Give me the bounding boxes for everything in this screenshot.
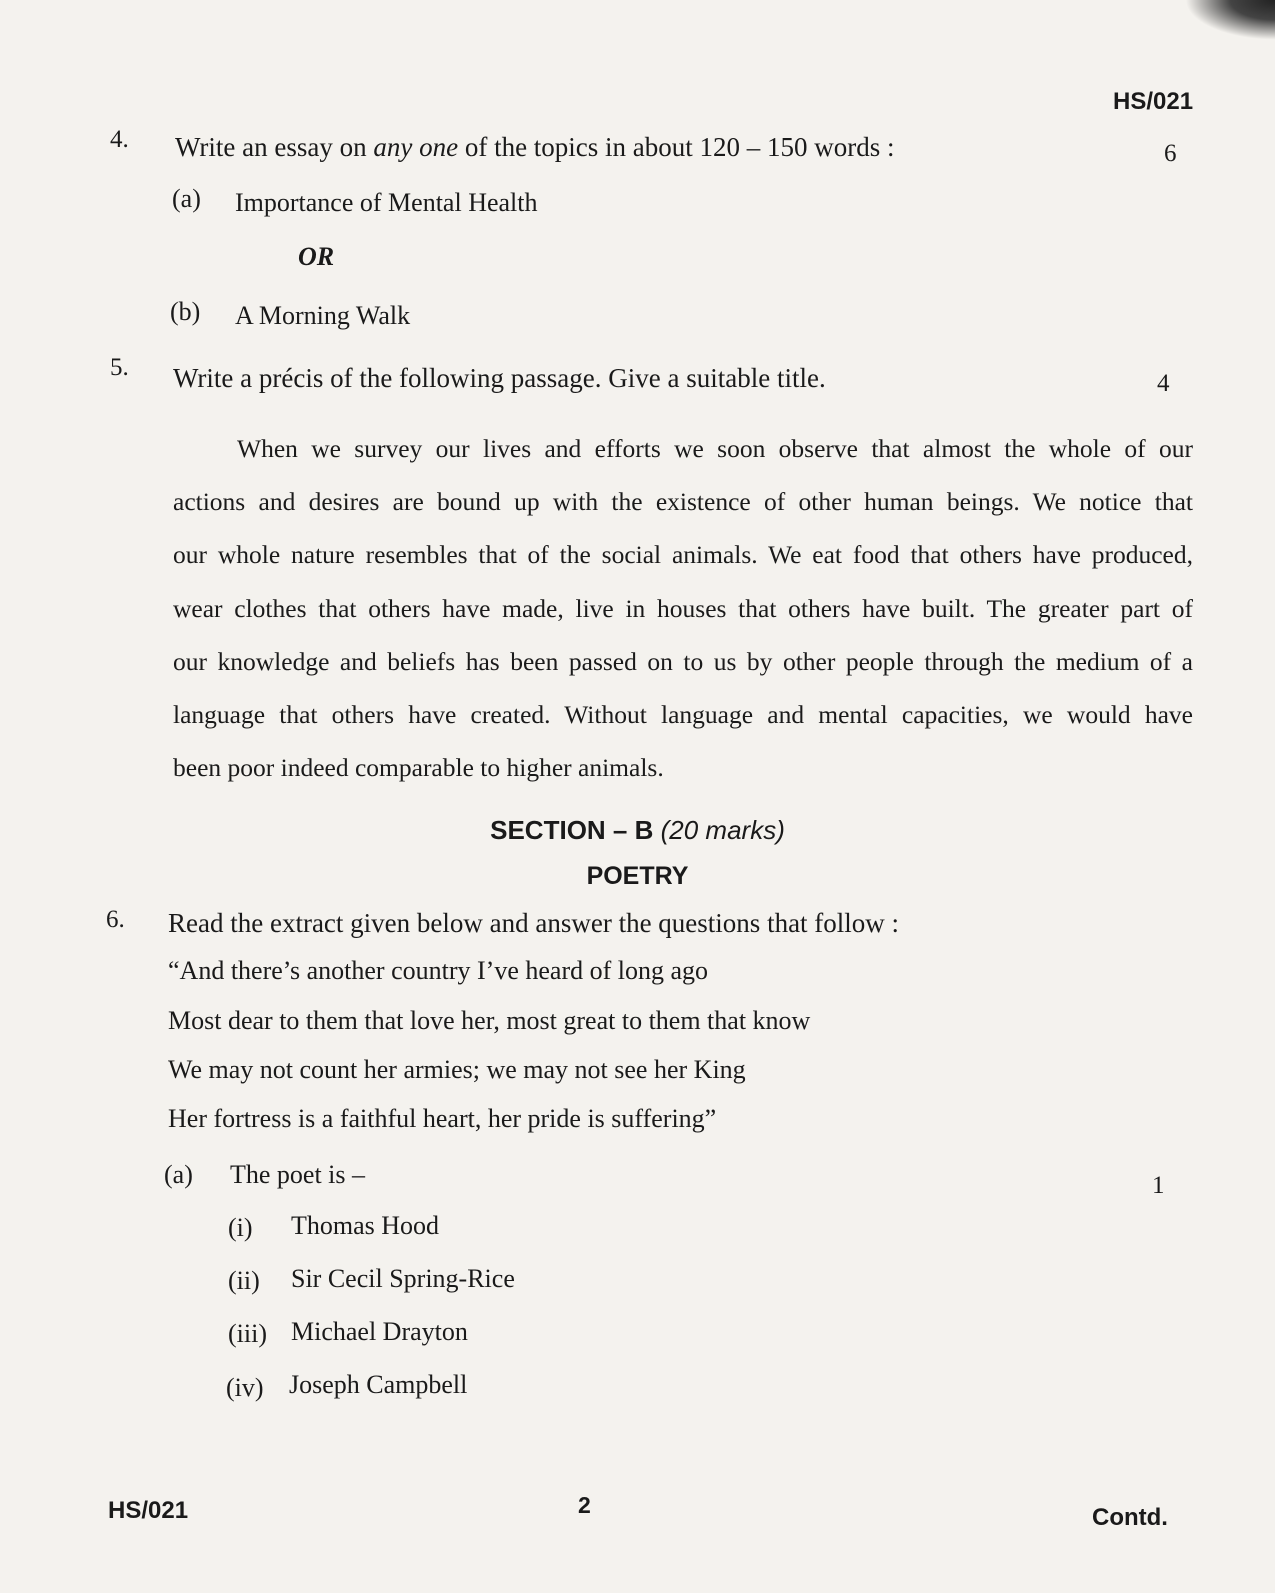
q5-number: 5. [110,354,129,381]
q6a-text: The poet is – [230,1160,366,1189]
passage-line: actions and desires are bound up with the existence of other human beings. We notice that [173,487,1193,517]
footer-paper-code: HS/021 [108,1497,189,1524]
passage-line: language that others have created. Without language and mental capacities, we would have [173,700,1193,730]
q5-marks: 4 [1157,370,1170,397]
choice-label: (iv) [226,1373,264,1402]
q4-option-a-text: Importance of Mental Health [235,188,538,217]
q4-option-b-label: (b) [170,297,201,326]
choice-text: Thomas Hood [291,1211,440,1240]
passage-line: been poor indeed comparable to higher animals. [173,753,664,783]
q4-prompt-emphasis: any one [373,132,459,162]
poem-line: Her fortress is a faithful heart, her pride is suffering” [168,1104,717,1133]
passage-line: When we survey our lives and efforts we soon observe that almost the whole of our [237,434,1193,463]
q6a-marks: 1 [1152,1172,1165,1199]
q4-prompt-end: of the topics in about 120 – 150 words : [458,132,895,162]
poem-line: We may not count her armies; we may not see her King [168,1055,746,1084]
choice-text: Sir Cecil Spring-Rice [291,1264,515,1293]
header-paper-code: HS/021 [1113,88,1194,115]
q5-prompt: Write a précis of the following passage. Give a suitable title. [173,363,826,393]
passage-line: our whole nature resembles that of the social animals. We eat food that others have produced, [173,540,1193,570]
q6-number: 6. [106,906,125,933]
footer-page-number: 2 [578,1492,591,1518]
q5-passage [173,422,1193,794]
choice-label: (iii) [228,1319,267,1348]
q4-option-a-label: (a) [172,184,201,213]
passage-line: our knowledge and beliefs has been passed on to us by other people through the medium of a [173,646,1193,676]
q4-number: 4. [110,126,129,153]
scan-shadow [1185,0,1275,40]
choice-text: Michael Drayton [291,1317,468,1346]
q4-or-divider: OR [298,242,335,271]
choice-label: (i) [228,1213,253,1242]
q4-option-b-text: A Morning Walk [235,301,411,330]
footer-continued: Contd. [1092,1504,1168,1531]
q4-marks: 6 [1164,140,1177,167]
q6a-label: (a) [164,1160,193,1189]
q6-prompt: Read the extract given below and answer the questions that follow : [168,908,900,938]
poem-line: “And there’s another country I’ve heard of long ago [168,956,709,985]
q4-prompt [175,132,895,163]
section-b-title: SECTION – B [490,815,654,845]
poem-line: Most dear to them that love her, most great to them that know [168,1006,811,1035]
section-b-heading [0,815,1275,846]
choice-text: Joseph Campbell [289,1370,468,1399]
section-b-subtitle: POETRY [586,862,689,890]
passage-line: wear clothes that others have made, live in houses that others have built. The greater part of [173,593,1193,623]
choice-label: (ii) [228,1266,260,1295]
q4-prompt-start: Write an essay on [175,132,374,162]
section-b-marks: (20 marks) [660,815,785,845]
